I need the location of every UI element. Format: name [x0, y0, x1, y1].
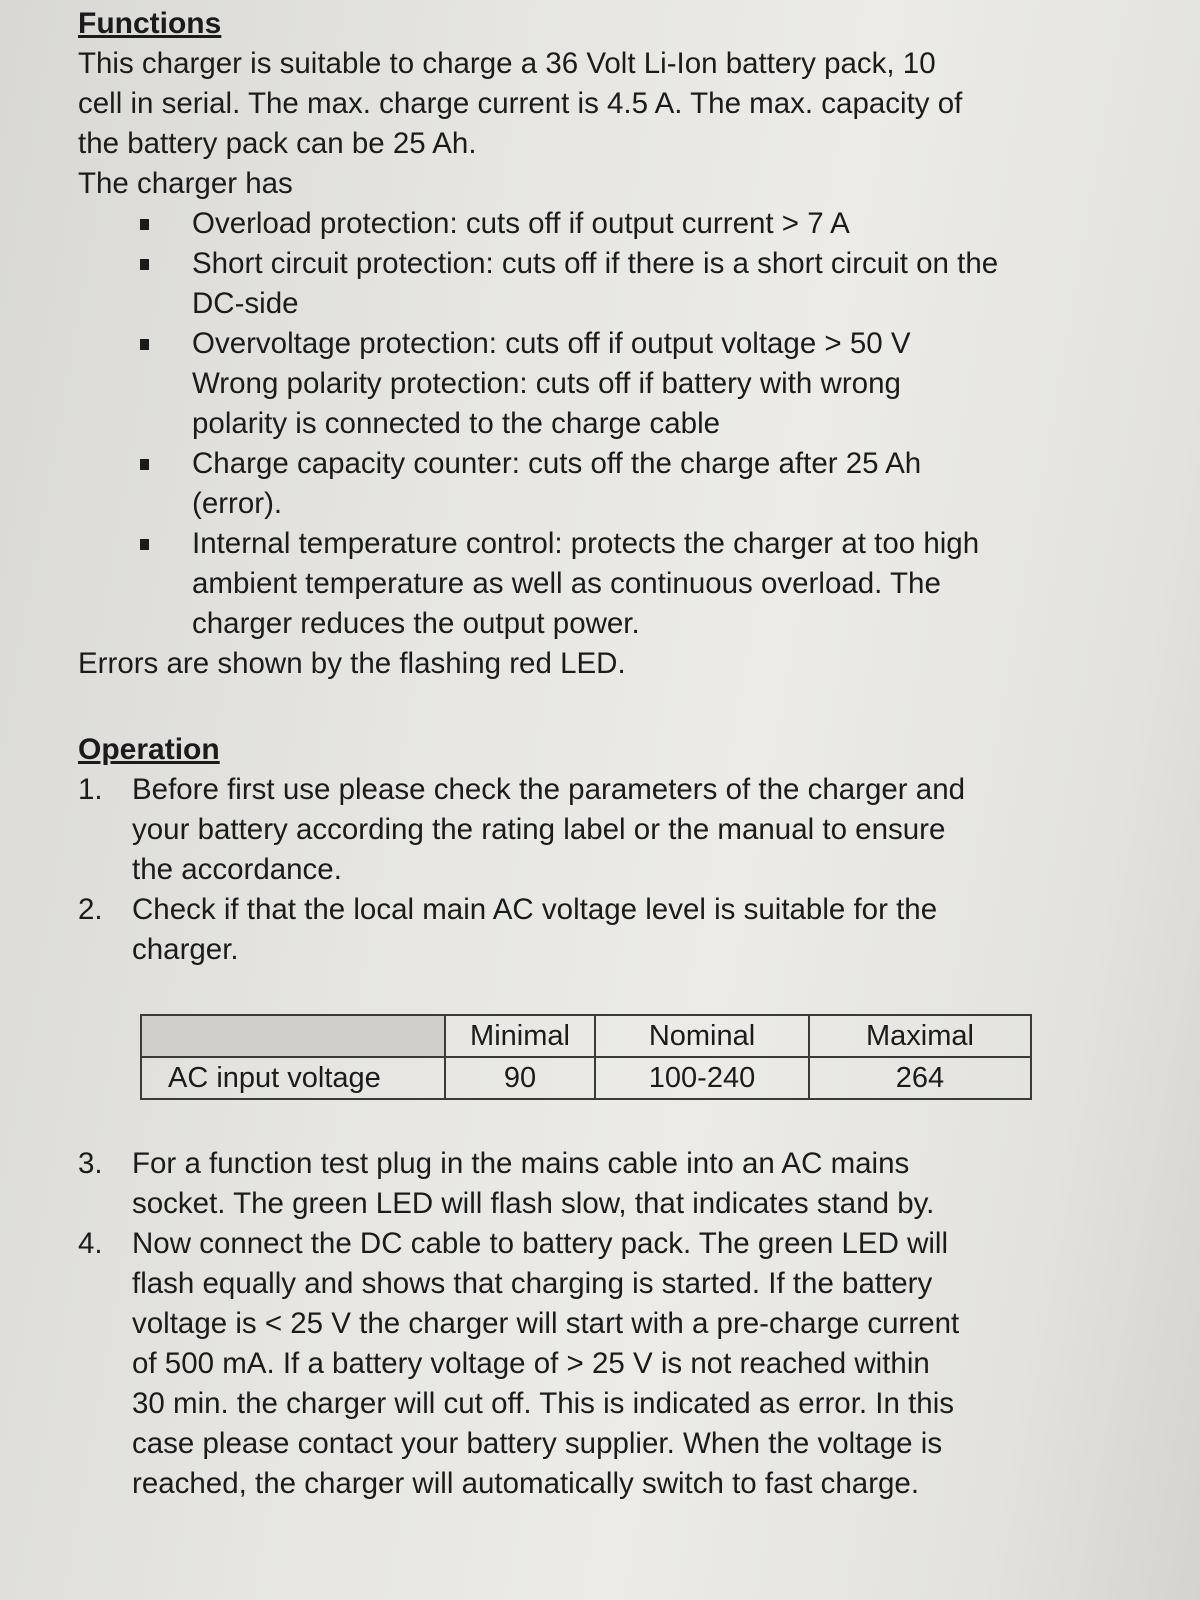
- step-line: For a function test plug in the mains cable into an AC mains: [132, 1147, 910, 1180]
- feature-line: ambient temperature as well as continuous overload. The: [192, 567, 941, 600]
- square-bullet-icon: [140, 459, 149, 470]
- step-line: your battery according the rating label or the manual to ensure: [132, 813, 946, 846]
- feature-line: polarity is connected to the charge cable: [192, 407, 721, 440]
- ac-voltage-table: [140, 1014, 1032, 1100]
- feature-item-overvoltage: [192, 324, 1138, 364]
- table-cell-minimal: 90: [445, 1057, 595, 1099]
- feature-line: Short circuit protection: cuts off if there is a short circuit on the: [192, 247, 999, 280]
- feature-line: Internal temperature control: protects the charger at too high: [192, 527, 980, 560]
- feature-line: DC-side: [192, 287, 299, 320]
- step-line: voltage is < 25 V the charger will start with a pre-charge current: [132, 1307, 960, 1340]
- table-header-minimal: Minimal: [445, 1015, 595, 1057]
- feature-item-overload: [192, 204, 1138, 244]
- table-row: [141, 1057, 1031, 1099]
- feature-item-wrong-polarity: [192, 364, 1138, 444]
- feature-item-temperature: [192, 524, 1138, 644]
- feature-line: Overvoltage protection: cuts off if output voltage > 50 V: [192, 327, 911, 360]
- square-bullet-icon: [140, 259, 149, 270]
- table-cell-maximal: 264: [809, 1057, 1031, 1099]
- step-line: reached, the charger will automatically switch to fast charge.: [132, 1467, 920, 1500]
- feature-line: (error).: [192, 487, 283, 520]
- intro-line: The charger has: [78, 167, 293, 200]
- step-line: socket. The green LED will flash slow, that indicates stand by.: [132, 1187, 935, 1220]
- feature-list: [78, 204, 1138, 644]
- step-line: charger.: [132, 933, 239, 966]
- feature-line: charger reduces the output power.: [192, 607, 640, 640]
- feature-item-short-circuit: [192, 244, 1138, 324]
- manual-page: [78, 4, 1138, 1504]
- intro-line: This charger is suitable to charge a 36 Volt Li-Ion battery pack, 10: [78, 47, 936, 80]
- section-spacer: [78, 684, 1138, 730]
- functions-intro: [78, 44, 1138, 204]
- step-number: 2.: [78, 893, 103, 926]
- step-item-4: [78, 1224, 1138, 1504]
- feature-line: Overload protection: cuts off if output current > 7 A: [192, 207, 850, 240]
- step-number: 4.: [78, 1227, 103, 1260]
- feature-item-capacity-counter: [192, 444, 1138, 524]
- table-header-maximal: Maximal: [809, 1015, 1031, 1057]
- step-line: flash equally and shows that charging is started. If the battery: [132, 1267, 933, 1300]
- step-item-1: [78, 770, 1138, 890]
- intro-line: the battery pack can be 25 Ah.: [78, 127, 477, 160]
- step-line: case please contact your battery supplier. When the voltage is: [132, 1427, 943, 1460]
- step-line: 30 min. the charger will cut off. This is indicated as error. In this: [132, 1387, 955, 1420]
- operation-steps-a: [78, 770, 1138, 970]
- step-number: 1.: [78, 773, 103, 806]
- step-item-2: [78, 890, 1138, 970]
- table-cell-label: AC input voltage: [141, 1057, 445, 1099]
- square-bullet-icon: [140, 219, 149, 230]
- feature-line: Charge capacity counter: cuts off the charge after 25 Ah: [192, 447, 922, 480]
- step-number: 3.: [78, 1147, 103, 1180]
- table-header-nominal: Nominal: [595, 1015, 809, 1057]
- operation-steps-b: [78, 1144, 1138, 1504]
- table-cell-nominal: 100-240: [595, 1057, 809, 1099]
- intro-line: cell in serial. The max. charge current is 4.5 A. The max. capacity of: [78, 87, 963, 120]
- functions-heading: Functions: [78, 7, 222, 40]
- voltage-table-wrap: [140, 1014, 1138, 1100]
- feature-line: Wrong polarity protection: cuts off if battery with wrong: [192, 367, 901, 400]
- operation-heading: Operation: [78, 733, 220, 766]
- table-header-blank: [141, 1015, 445, 1057]
- square-bullet-icon: [140, 539, 149, 550]
- square-bullet-icon: [140, 339, 149, 350]
- step-line: Before first use please check the parameters of the charger and: [132, 773, 966, 806]
- table-header-row: [141, 1015, 1031, 1057]
- errors-note: Errors are shown by the flashing red LED.: [78, 647, 626, 680]
- step-line: of 500 mA. If a battery voltage of > 25 V is not reached within: [132, 1347, 930, 1380]
- step-item-3: [78, 1144, 1138, 1224]
- step-line: Now connect the DC cable to battery pack. The green LED will: [132, 1227, 949, 1260]
- step-line: the accordance.: [132, 853, 342, 886]
- step-line: Check if that the local main AC voltage level is suitable for the: [132, 893, 938, 926]
